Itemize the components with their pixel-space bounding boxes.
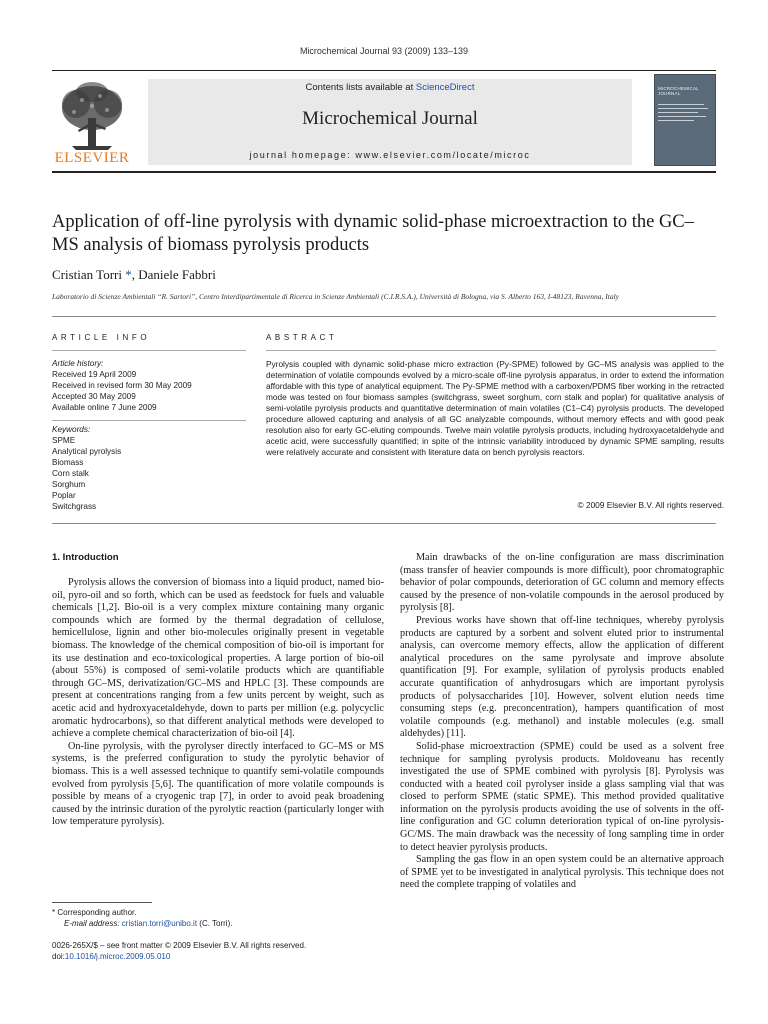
author-name: Cristian Torri [52,267,122,282]
abstract-caption: ABSTRACT [266,333,338,342]
body-paragraph: Solid-phase microextraction (SPME) could be used as a solvent free technique for sampling pyrolysis products. Moldoveanu has recently investigated the use of SPME combined with pyrolysis [8]. Pyrolysis was conducted with a heated coil pyrolyser inside a glass sampling vial that was closed to perform SPME (static SPME). This method provided qualitative information on the pyrolysis products avoiding the use of solvents in the off-line configuration and GC column deterioration typical of on-line pyrolysis-GC/MS. The main drawback was the necessity of long sampling time in order to detect heavier pyrolysis products. [400,740,724,853]
issn-line: 0026-265X/$ – see front matter © 2009 Elsevier B.V. All rights reserved. [52,941,307,950]
section-rule [52,420,246,421]
footnote [52,907,384,929]
body-paragraph: Pyrolysis allows the conversion of biomass into a liquid product, named bio-oil, pyro-oil and so forth, which can be used as feedstock for fuels and valuable chemicals [1,2]. Bio-oil is a very complex mixture containing many organic compounds which are formed by the thermal degradation of cellulose, hemicellulose, lignin and other bio-molecules originally present in vegetable biomass. The knowledge of the chemical composition of bio-oil is important for its use destination and eco-toxicological properties. A large portion of bio-oil (about 55%) is composed of semi-volatile products which are quantifiable through GC–MS, derivatization/GC–MS and HPLC [3]. These compounds are present at concentrations ranging from a few units percent by weight, such as acetic acid and hydroxyacetaldehyde, down to parts per million (e.g. polycyclic aromatic hydrocarbons), so that different analytical methods were developed to achieve a complete chemical characterization of bio-oil [4]. [52,577,384,740]
section-rule [266,350,716,351]
journal-reference: Microchemical Journal 93 (2009) 133–139 [299,46,469,56]
article-history [52,358,246,413]
keyword: Poplar [52,491,76,500]
keyword: Corn stalk [52,469,89,478]
email-link[interactable]: cristian.torri@unibo.it [121,919,198,928]
body-left-column [52,577,384,829]
history-label: Article history: [52,359,104,368]
publisher-logo-wordmark: ELSEVIER [54,150,130,166]
keyword: Sorghum [52,480,86,489]
body-right-column [400,552,724,892]
bottom-publication-info [52,940,384,962]
section-rule [52,350,246,351]
keywords-label: Keywords: [52,425,91,434]
body-paragraph: On-line pyrolysis, with the pyrolyser directly interfaced to GC–MS or MS systems, is the preferred configuration to study the pyrolytic behavior of biomass. This is a well assessed technique to quantify semi-volatile compounds evolved from pyrolysis [5,6]. The quantification of more volatile compounds is possible by means of a cryogenic trap [7], in order to avoid peak broadening caused by the intrinsic duration of the pyrolytic reaction (particularly longer with low temperature pyrolysis). [52,740,384,828]
history-item: Available online 7 June 2009 [52,403,157,412]
cover-text-line [658,120,694,121]
body-paragraph: Previous works have shown that off-line techniques, whereby pyrolysis products are captured by a sorbent and solvent eluted prior to instrumental analysis, can overcome memory effects, allow the application of different analytical procedures on the same pyrolysate and improve absolute quantification [9]. For example, sylilation of pyrolysis products enabled accurate quantification of anhydrosugars which are important pyrolysis products of polysaccharides [10]. However, solvent elution needs time consuming steps (e.g. preconcentration), hampers quantification of most volatile compounds (e.g. methanol) and instable molecules (e.g. small aldehydes) [11]. [400,614,724,740]
cover-text-line [658,104,704,105]
journal-homepage[interactable]: journal homepage: www.elsevier.com/locate/microc [249,150,531,160]
body-paragraph: Main drawbacks of the on-line configuration are mass discrimination (mass transfer of heavier compounds is more difficult), poor chromatographic behavior of polar compounds, deterioration of GC column and memory effects caused by the presence of non-volatile compounds in the aerosol produced by pyrolysis [8]. [400,552,724,614]
keyword: Analytical pyrolysis [52,447,122,456]
contents-prefix: Contents lists available at [305,82,416,93]
footnote-corresponding: * Corresponding author. [52,908,137,917]
doi-line [52,951,384,962]
header-rule-bottom [52,171,716,173]
footnote-email-line [52,918,384,929]
email-label: E-mail address: [64,919,122,928]
doi-prefix: doi: [52,952,65,961]
contents-line [148,82,632,93]
cover-text-line [658,116,706,117]
footnote-rule [52,902,152,903]
history-item: Received in revised form 30 May 2009 [52,381,192,390]
sciencedirect-link[interactable]: ScienceDirect [415,82,475,93]
body-paragraph: Sampling the gas flow in an open system could be an alternative approach of SPME yet to be investigated in analytical pyrolysis. This technique does not need the complete trapping of volatiles and [400,854,724,891]
author-list [52,267,716,283]
cover-text-line [658,108,708,109]
section-rule [52,316,716,317]
author-separator: , [131,267,139,282]
cover-text-line [658,112,698,113]
author-name: Daniele Fabbri [138,267,216,282]
section-rule [52,523,716,524]
abstract-text: Pyrolysis coupled with dynamic solid-phase micro extraction (Py-SPME) followed by GC–MS analysis was applied to the determination of volatile compounds evolved by a micro-scale off-line pyrolysis apparatus, in order to extend the information affordable with this type of analytical equipment. The Py-SPME method with a carboxen/PDMS fiber working in the retracted mode was tested on four biomass samples (switchgrass, sweet sorghum, corn stalk and poplar) for qualitative analysis of semi-volatile pyrolysis products and quantitative determination of main volatiles (C1–C4) pyrolysis products. The developed procedure allowed capturing and analysis of all GC analyzable compounds, without memory effects and with good peak resolution also for early GC-eluting compounds. Twelve main volatile pyrolysis products, including hydroxyacetaldehyde and acetic acid, were successfully quantified; in spite of the intrinsic variability introduced by dynamic SPME sampling, results were relatively accurate and consistent with literature data on bench pyrolysis reactors. [266,359,724,457]
email-suffix: (C. Torri). [197,919,233,928]
history-item: Accepted 30 May 2009 [52,392,136,401]
keywords-list [52,424,246,512]
abstract-copyright: © 2009 Elsevier B.V. All rights reserved. [577,500,724,510]
keyword: SPME [52,436,76,445]
section-heading: 1. Introduction [52,552,119,563]
history-item: Received 19 April 2009 [52,370,137,379]
doi-link[interactable]: 10.1016/j.microc.2009.05.010 [64,952,171,961]
journal-cover-title: MICROCHEMICAL JOURNAL [658,86,699,96]
header-rule-top [52,70,716,71]
author-affiliation: Laboratorio di Scienze Ambientali “R. Sartori”, Centro Interdipartimentale di Ricerca in Scienze Ambientali (C.I.R.S.A.), Università di Bologna, via S. Alberto 163, I-48123, Ravenna, Italy [52,292,620,301]
paper-title: Application of off-line pyrolysis with dynamic solid-phase microextraction to the GC–MS analysis of biomass pyrolysis products [52,212,694,255]
article-info-caption: ARTICLE INFO [52,333,151,342]
keyword: Biomass [52,458,84,467]
corresponding-author-mark[interactable]: * [125,267,132,282]
keyword: Switchgrass [52,502,97,511]
journal-title: Microchemical Journal [302,108,478,129]
